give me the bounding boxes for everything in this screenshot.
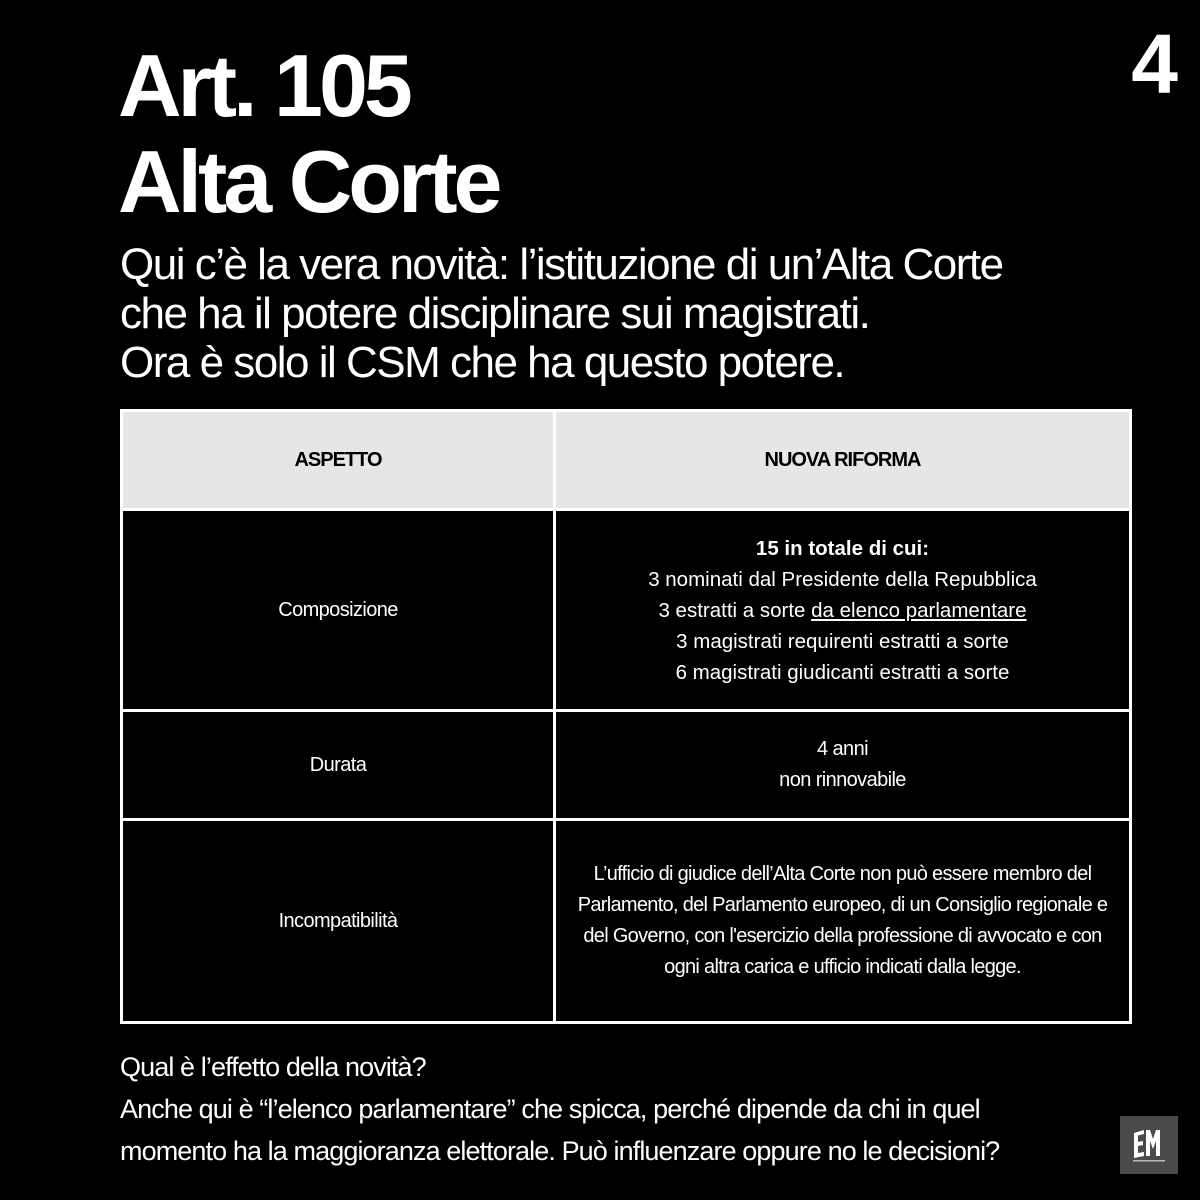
em-logo-mark	[1129, 1125, 1169, 1165]
intro-line: che ha il potere disciplinare sui magistrati.	[120, 289, 870, 338]
title-subject: Alta Corte	[118, 132, 499, 231]
durata-line: 4 anni	[817, 738, 868, 760]
aspect-cell-durata: Durata	[122, 711, 555, 820]
page-title	[118, 38, 499, 230]
page-number: 4	[1131, 17, 1176, 111]
composition-line: 6 magistrati giudicanti estratti a sorte	[675, 660, 1010, 684]
composition-line: 3 magistrati requirenti estratti a sorte	[676, 629, 1009, 653]
em-logo-icon	[1120, 1116, 1178, 1174]
table-row	[122, 510, 1131, 711]
title-article: Art. 105	[118, 36, 409, 135]
header-aspetto: ASPETTO	[122, 411, 555, 510]
footer-answer-line: Anche qui è “l’elenco parlamentare” che spicca, perché dipende da chi in quel	[120, 1094, 980, 1124]
composition-line: 3 nominati dal Presidente della Repubblica	[648, 567, 1037, 591]
composition-total: 15 in totale di cui:	[755, 536, 930, 560]
intro-line: Qui c’è la vera novità: l’istituzione di un’Alta Corte	[120, 240, 1003, 289]
value-cell-composizione	[555, 510, 1131, 711]
table-row	[122, 711, 1131, 820]
composition-line	[570, 595, 1115, 626]
value-cell-durata	[555, 711, 1131, 820]
table-row	[122, 820, 1131, 1023]
aspect-cell-composizione: Composizione	[122, 510, 555, 711]
intro-line: Ora è solo il CSM che ha questo potere.	[120, 338, 845, 387]
value-cell-incompatibilita	[555, 820, 1131, 1023]
durata-line: non rinnovabile	[779, 769, 906, 791]
header-nuova-riforma: NUOVA RIFORMA	[555, 411, 1131, 510]
underlined-elenco-parlamentare: da elenco parlamentare	[811, 598, 1027, 622]
footer-answer-line: momento ha la maggioranza elettorale. Può influenzare oppure no le decisioni?	[120, 1136, 1000, 1166]
footer-text	[120, 1046, 1110, 1172]
table-header-row	[122, 411, 1131, 510]
incompatibility-text: L’ufficio di giudice dell’Alta Corte non può essere membro del Parlamento, del Parlamento europeo, di un Consiglio regionale e del Governo, con l'esercizio della professione di avvocato e con ogni altra carica e ufficio indicati dalla legge.	[577, 863, 1108, 978]
intro-paragraph	[120, 240, 1160, 387]
composition-line-text: 3 estratti a sorte	[658, 598, 812, 622]
footer-question: Qual è l’effetto della novità?	[120, 1052, 426, 1082]
comparison-table	[120, 409, 1132, 1024]
aspect-cell-incompatibilita: Incompatibilità	[122, 820, 555, 1023]
